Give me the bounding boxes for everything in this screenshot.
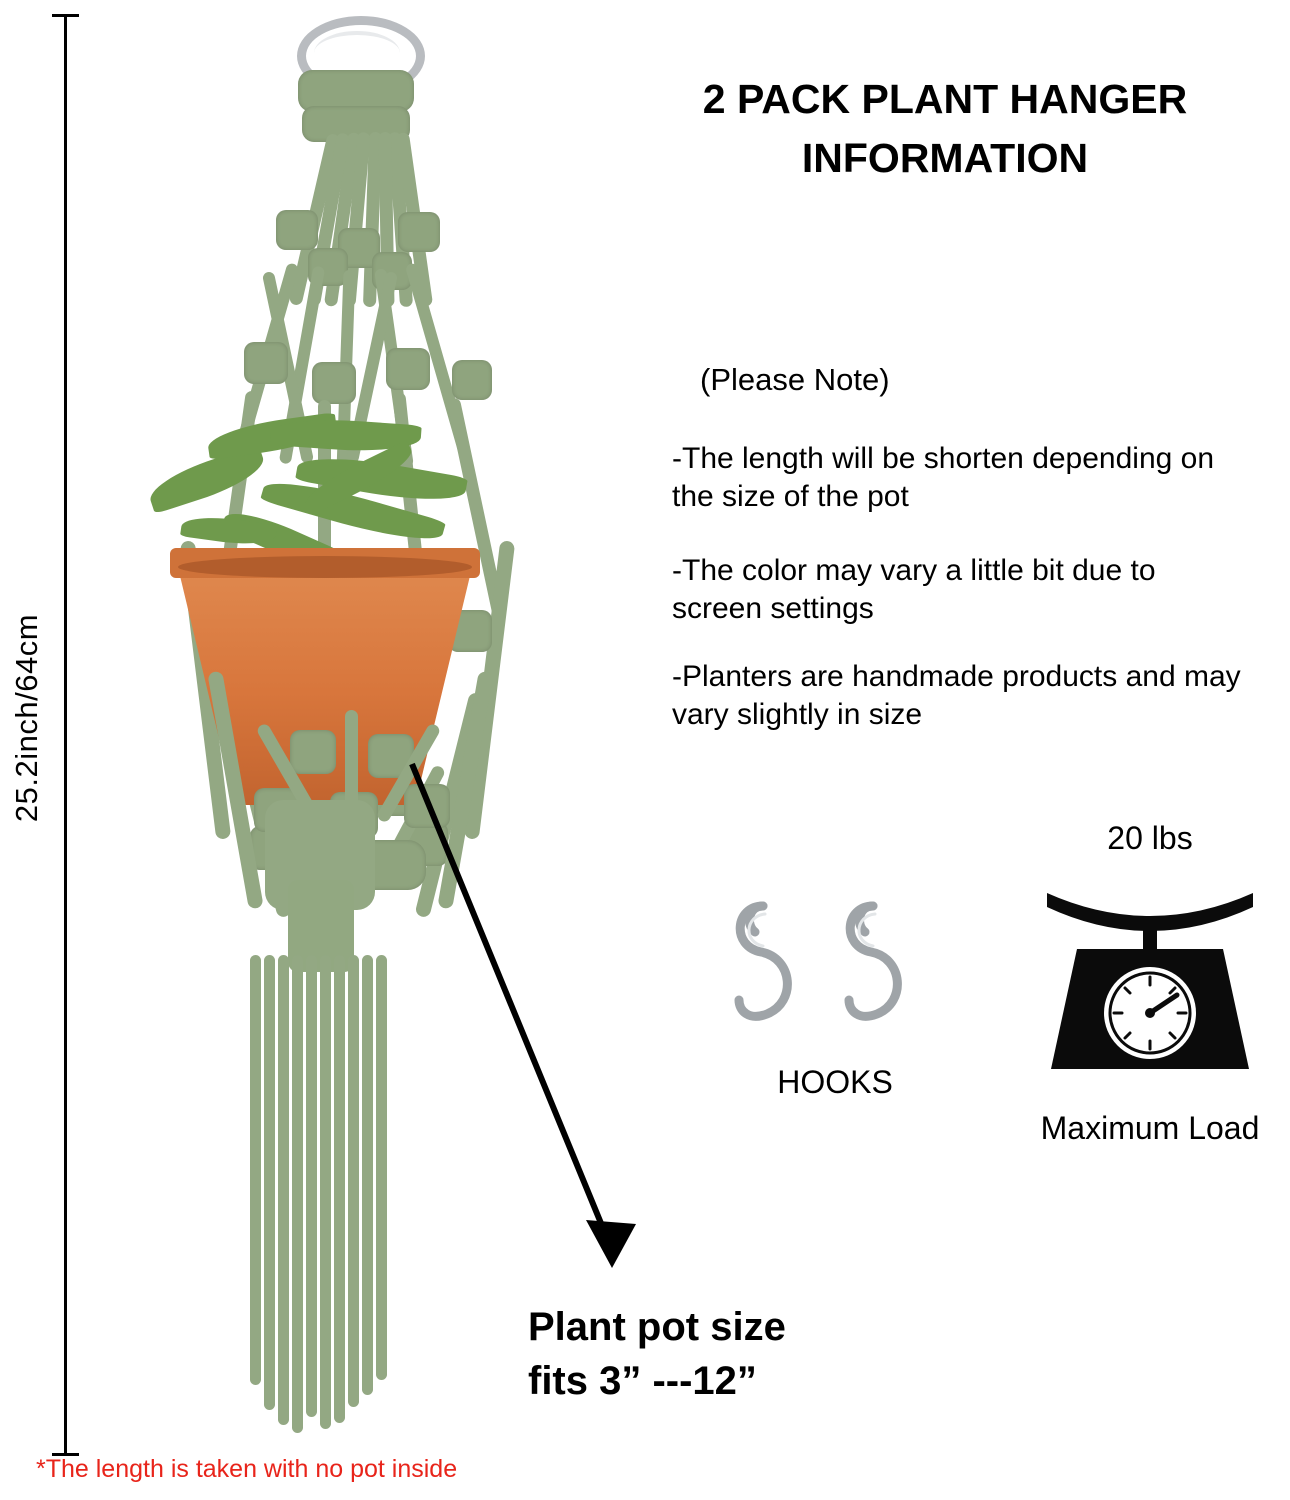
hooks-caption: HOOKS: [777, 1064, 893, 1100]
pot-size-line-1: Plant pot size: [528, 1305, 786, 1349]
s-hook-icon: [705, 880, 965, 1050]
max-load-caption: Maximum Load: [1040, 1110, 1260, 1146]
macrame-plant-hanger-image: [60, 0, 580, 1460]
dimension-label: 25.2inch/64cm: [9, 613, 44, 823]
length-footnote: *The length is taken with no pot inside: [36, 1455, 458, 1483]
note-item: -Planters are handmade products and may vary slightly in size: [672, 660, 1241, 732]
information-panel: [600, 0, 1290, 1500]
pot-size-line-2: fits 3” ---12”: [528, 1359, 757, 1403]
please-note-heading: (Please Note): [700, 362, 890, 397]
hooks-feature: [695, 880, 975, 1101]
maximum-load-feature: [1010, 820, 1290, 1147]
max-load-weight: 20 lbs: [1107, 820, 1193, 856]
note-item: -The length will be shorten depending on the size of the pot: [672, 442, 1215, 514]
tassel-fringe: [248, 955, 398, 1435]
kitchen-scale-icon: [1035, 863, 1265, 1093]
page-title: 2 PACK PLANT HANGER INFORMATION: [702, 76, 1188, 182]
note-item: -The color may vary a little bit due to screen settings: [672, 554, 1156, 626]
